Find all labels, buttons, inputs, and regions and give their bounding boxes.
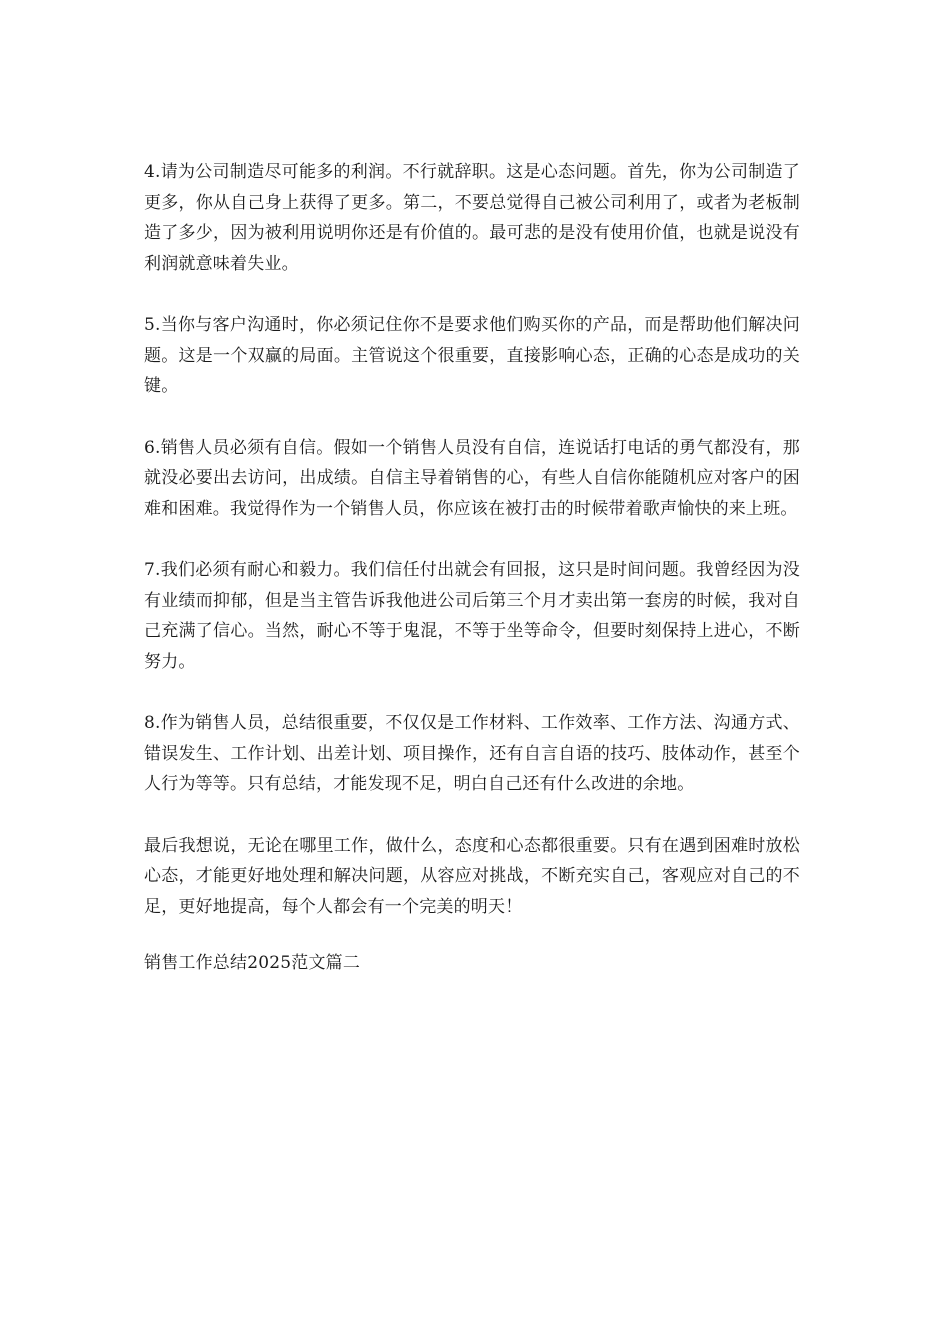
paragraph-4: 4.请为公司制造尽可能多的利润。不行就辞职。这是心态问题。首先，你为公司制造了更多，你从自己身上获得了更多。第二，不要总觉得自己被公司利用了，或者为老板制造了多少，因为被利用说明你还是有价值的。最可悲的是没有使用价值，也就是说没有利润就意味着失业。 bbox=[144, 162, 800, 274]
paragraph-8: 8.作为销售人员，总结很重要，不仅仅是工作材料、工作效率、工作方法、沟通方式、错误发生、工作计划、出差计划、项目操作，还有自言自语的技巧、肢体动作，甚至个人行为等等。只有总结，才能发现不足，明白自己还有什么改进的余地。 bbox=[144, 713, 800, 794]
paragraph-conclusion: 最后我想说，无论在哪里工作，做什么，态度和心态都很重要。只有在遇到困难时放松心态，才能更好地处理和解决问题，从容应对挑战，不断充实自己，客观应对自己的不足，更好地提高，每个人都会有一个完美的明天！ bbox=[144, 835, 800, 917]
paragraph-7: 7.我们必须有耐心和毅力。我们信任付出就会有回报，这只是时间问题。我曾经因为没有业绩而抑郁，但是当主管告诉我他进公司后第三个月才卖出第一套房的时候，我对自己充满了信心。当然，耐心不等于鬼混，不等于坐等命令，但要时刻保持上进心，不断努力。 bbox=[144, 560, 800, 672]
section-heading: 销售工作总结2025范文篇二 bbox=[144, 953, 361, 973]
document-page bbox=[144, 157, 800, 979]
paragraph-5: 5.当你与客户沟通时，你必须记住你不是要求他们购买你的产品，而是帮助他们解决问题。这是一个双赢的局面。主管说这个很重要，直接影响心态，正确的心态是成功的关键。 bbox=[144, 315, 800, 396]
paragraph-6: 6.销售人员必须有自信。假如一个销售人员没有自信，连说话打电话的勇气都没有，那就没必要出去访问，出成绩。自信主导着销售的心，有些人自信你能随机应对客户的困难和困难。我觉得作为一个销售人员，你应该在被打击的时候带着歌声愉快的来上班。 bbox=[144, 437, 800, 519]
